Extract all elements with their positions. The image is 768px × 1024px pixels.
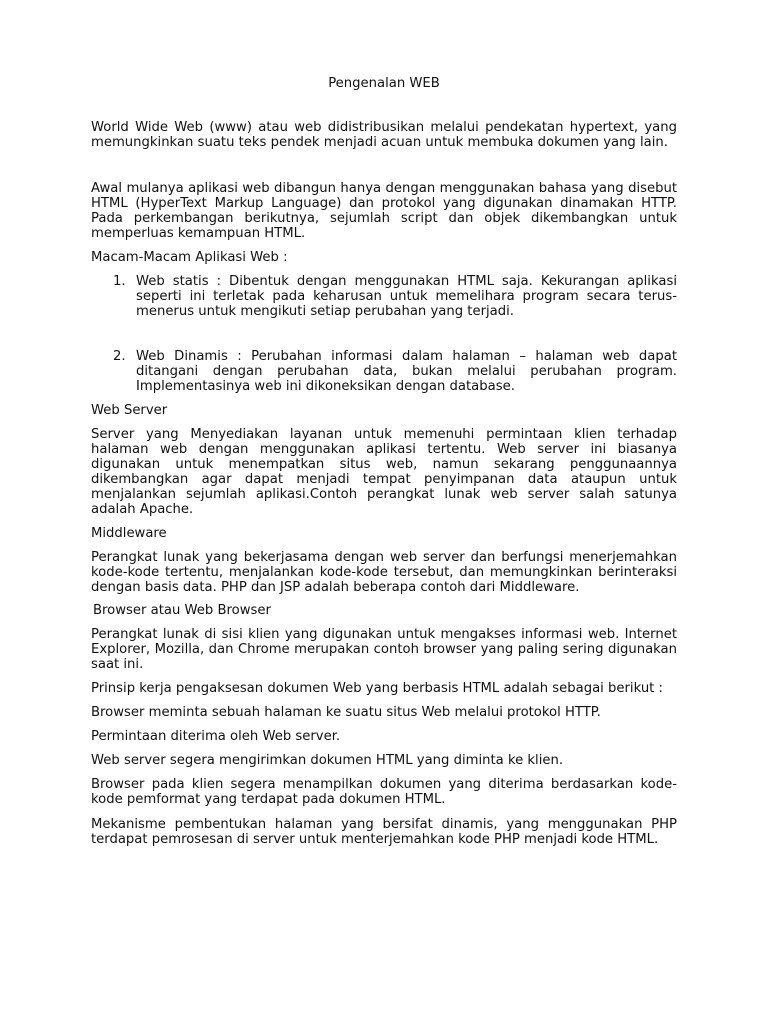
paragraph-prinsip: Prinsip kerja pengaksesan dokumen Web yang berbasis HTML adalah sebagai berikut : — [91, 681, 663, 696]
list-item-text: Web statis : Dibentuk dengan menggunakan HTML saja. Kekurangan aplikasi seperti ini terletak pada keharusan untuk memelihara program secara terus-menerus untuk mengikuti setiap perubahan yang terjadi. — [136, 274, 677, 319]
paragraph-middleware: Perangkat lunak yang bekerjasama dengan web server dan berfungsi menerjemahkan kode-kode tertentu, menjalankan kode-kode tersebut, dan memungkinkan berinteraksi dengan basis data. PHP dan JSP adalah beberapa contoh dari Middleware. — [91, 550, 677, 595]
paragraph-browser: Perangkat lunak di sisi klien yang digunakan untuk mengakses informasi web. Internet Explorer, Mozilla, dan Chrome merupakan contoh browser yang paling sering digunakan saat ini. — [91, 627, 677, 672]
list-number: 2. — [113, 349, 126, 364]
list-item — [91, 274, 677, 319]
section-heading-web-server: Web Server — [91, 403, 168, 418]
document-title: Pengenalan WEB — [328, 76, 440, 91]
list-item-text: Web Dinamis : Perubahan informasi dalam halaman – halaman web dapat ditangani dengan perubahan data, bukan melalui perubahan program. Implementasinya web ini dikoneksikan dengan database. — [136, 349, 677, 394]
section-heading-middleware: Middleware — [91, 526, 167, 541]
web-types-list — [91, 274, 677, 394]
step-3: Web server segera mengirimkan dokumen HTML yang diminta ke klien. — [91, 753, 564, 768]
paragraph-mekanisme: Mekanisme pembentukan halaman yang bersifat dinamis, yang menggunakan PHP terdapat pemrosesan di server untuk menterjemahkan kode PHP menjadi kode HTML. — [91, 817, 677, 847]
section-heading-browser: Browser atau Web Browser — [93, 603, 271, 618]
paragraph-awal: Awal mulanya aplikasi web dibangun hanya dengan menggunakan bahasa yang disebut HTML (HyperText Markup Language) dan protokol yang digunakan dinamakan HTTP. Pada perkembangan berikutnya, sejumlah script dan objek dikembangkan untuk memperluas kemampuan HTML. — [91, 181, 677, 241]
paragraph-www: World Wide Web (www) atau web didistribusikan melalui pendekatan hypertext, yang memungkinkan suatu teks pendek menjadi acuan untuk membuka dokumen yang lain. — [91, 120, 677, 150]
step-4: Browser pada klien segera menampilkan dokumen yang diterima berdasarkan kode-kode pemformat yang terdapat pada dokumen HTML. — [91, 777, 677, 807]
step-1: Browser meminta sebuah halaman ke suatu situs Web melalui protokol HTTP. — [91, 705, 601, 720]
list-number: 1. — [113, 274, 126, 289]
section-heading-macam: Macam-Macam Aplikasi Web : — [91, 250, 288, 265]
paragraph-web-server: Server yang Menyediakan layanan untuk memenuhi permintaan klien terhadap halaman web dengan menggunakan aplikasi tertentu. Web server ini biasanya digunakan untuk menempatkan situs web, namun sekarang penggunaannya dikembangkan agar dapat menjadi tempat penyimpanan data ataupun untuk menjalankan sejumlah aplikasi.Contoh perangkat lunak web server salah satunya adalah Apache. — [91, 427, 677, 517]
list-item — [91, 349, 677, 394]
step-2: Permintaan diterima oleh Web server. — [91, 729, 341, 744]
